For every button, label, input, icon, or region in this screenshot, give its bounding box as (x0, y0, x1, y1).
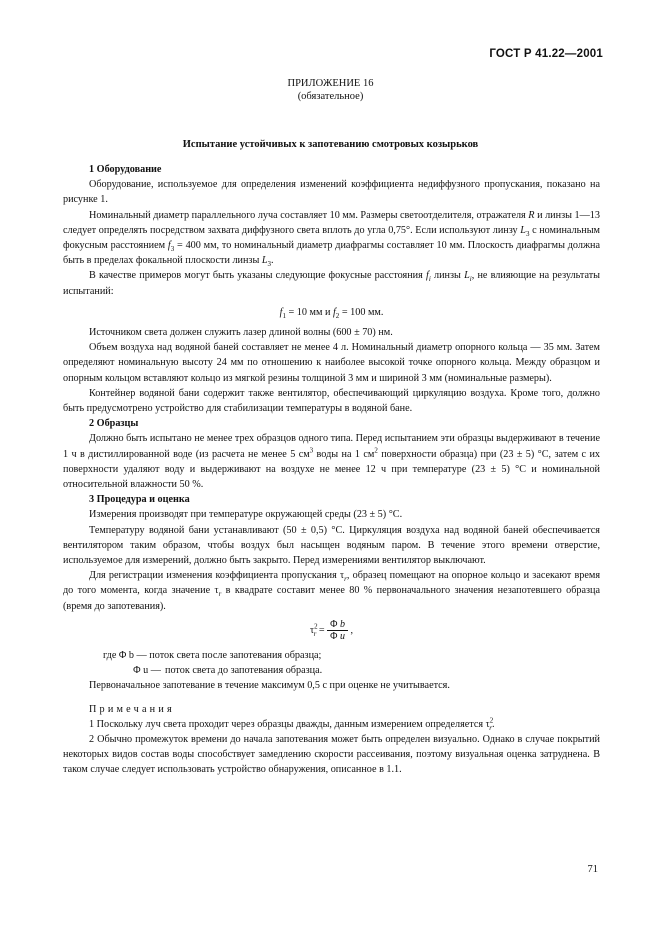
note-1: 1 Поскольку луч света проходит через образцы дважды, данным измерением определяется $\tau^2_r$. (89, 716, 495, 732)
section-3-paragraph-4: Первоначальное запотевание в течение максимум 0,5 с при оценке не учитывается. (89, 680, 450, 692)
section-3-paragraph-1: Измерения производят при температуре окружающей среды (23 ± 5) °С. (89, 509, 403, 521)
standard-code: ГОСТ Р 41.22—2001 (489, 48, 603, 60)
section-3-paragraph-2: Температуру водяной бани устанавливают (50 ± 0,5) °С. Циркуляция воздуха над водяной баней обеспечивается вентилятором таким образом, чтобы воздух был насыщен водяным паром. В течение этого времени отверстие, используемое для измерений, должно быть закрыто. Перед измерениями вентилятор выключают. (63, 524, 600, 567)
document-body (63, 162, 600, 778)
transmittance-formula: $\tau^2_r$ = $\frac{\text{Φ b}}{\text{Φ u}}$ , (309, 618, 354, 642)
section-3-heading: 3 Процедура и оценка (89, 494, 190, 506)
note-2: 2 Обычно промежуток времени до начала запотевания может быть определен визуально. Однако в случае покрытий некоторых видов состав воды способствует замедлению скорости рассеивания, поэтому визуальная оценка затруднена. В таком случае следует использовать устройство обнаружения, описанное в 1.1. (63, 733, 600, 776)
section-3-paragraph-3: Для регистрации изменения коэффициента пропускания $\tau_r$, образец помещают на опорное кольцо и засекают время до того момента, когда значение $\tau_r$ в квадрате составит менее 80 % первоначального значения незапотевшего образца (время до запотевания). (63, 570, 601, 612)
section-2-paragraph-1: Должно быть испытано не менее трех образцов одного типа. Перед испытанием эти образцы выдерживают в течение 1 ч в дистиллированной воде (из расчета не менее 5 $см^3$ воды на 1 $см^2$ поверхности образца) при (23 ± 5) °С, затем с их поверхности удаляют воду и выдерживают на воздухе не менее 12 ч при температуре (23 ± 5) °С и номинальной относительной влажности 50 %. (63, 433, 600, 491)
flux-ratio-fraction: $\frac{\text{Φ b}}{\text{Φ u}}$ (327, 619, 348, 642)
page-number: 71 (587, 864, 598, 875)
section-1-paragraph-1: Оборудование, используемое для определения изменений коэффициента недиффузного пропускания, показано на рисунке 1. (63, 179, 600, 206)
legend-flux-before: Φ u — поток света до запотевания образца. (133, 665, 323, 677)
appendix-heading (0, 77, 661, 103)
section-2-heading: 2 Образцы (89, 418, 139, 430)
section-1-paragraph-6: Контейнер водяной бани содержит также вентилятор, обеспечивающий циркуляцию воздуха. Кроме того, должно быть предусмотрено устройство для стабилизации температуры в водяной бане. (63, 387, 600, 415)
document-title: Испытание устойчивых к запотеванию смотровых козырьков (182, 139, 479, 150)
notes-title: Примечания (89, 703, 175, 715)
section-1-paragraph-3: В качестве примеров могут быть указаны следующие фокусные расстояния $f_i$ линзы $L_i$, не влияющие на результаты испытаний: (63, 270, 600, 297)
focal-length-formula: $f_1 = 10$ мм и $f_2 = 100$ мм. (279, 306, 384, 320)
legend-flux-after: где Φ b — поток света после запотевания образца; (103, 649, 322, 661)
appendix-status: (обязательное) (297, 91, 364, 102)
section-1-paragraph-5: Объем воздуха над водяной баней составляет не менее 4 л. Номинальный диаметр опорного кольца — 35 мм. Затем определяют номинальную высоту 24 мм по отношению к наиболее высокой точке опорного кольца. Между образцом и опорным кольцом вставляют кольцо из мягкой резины толщиной 3 мм и шириной 3 мм (номинальные размеры). (63, 342, 600, 384)
appendix-label: ПРИЛОЖЕНИЕ 16 (287, 78, 374, 89)
section-1-paragraph-4: Источником света должен служить лазер длиной волны (600 ± 70) нм. (89, 327, 393, 339)
section-1-paragraph-2: Номинальный диаметр параллельного луча составляет 10 мм. Размеры светоотделителя, отражателя R и линзы 1—13 следует определять посредством захвата диффузного света вплоть до угла 0,75°. Если используют линзу $L_3$ с номинальным фокусным расстоянием $f_3 = 400$ мм, то номинальный диаметр диафрагмы составляет 10 мм. Плоскость диафрагмы должна быть в пределах фокальной плоскости линзы $L_3$. (63, 209, 600, 269)
section-1-heading: 1 Оборудование (89, 164, 162, 175)
